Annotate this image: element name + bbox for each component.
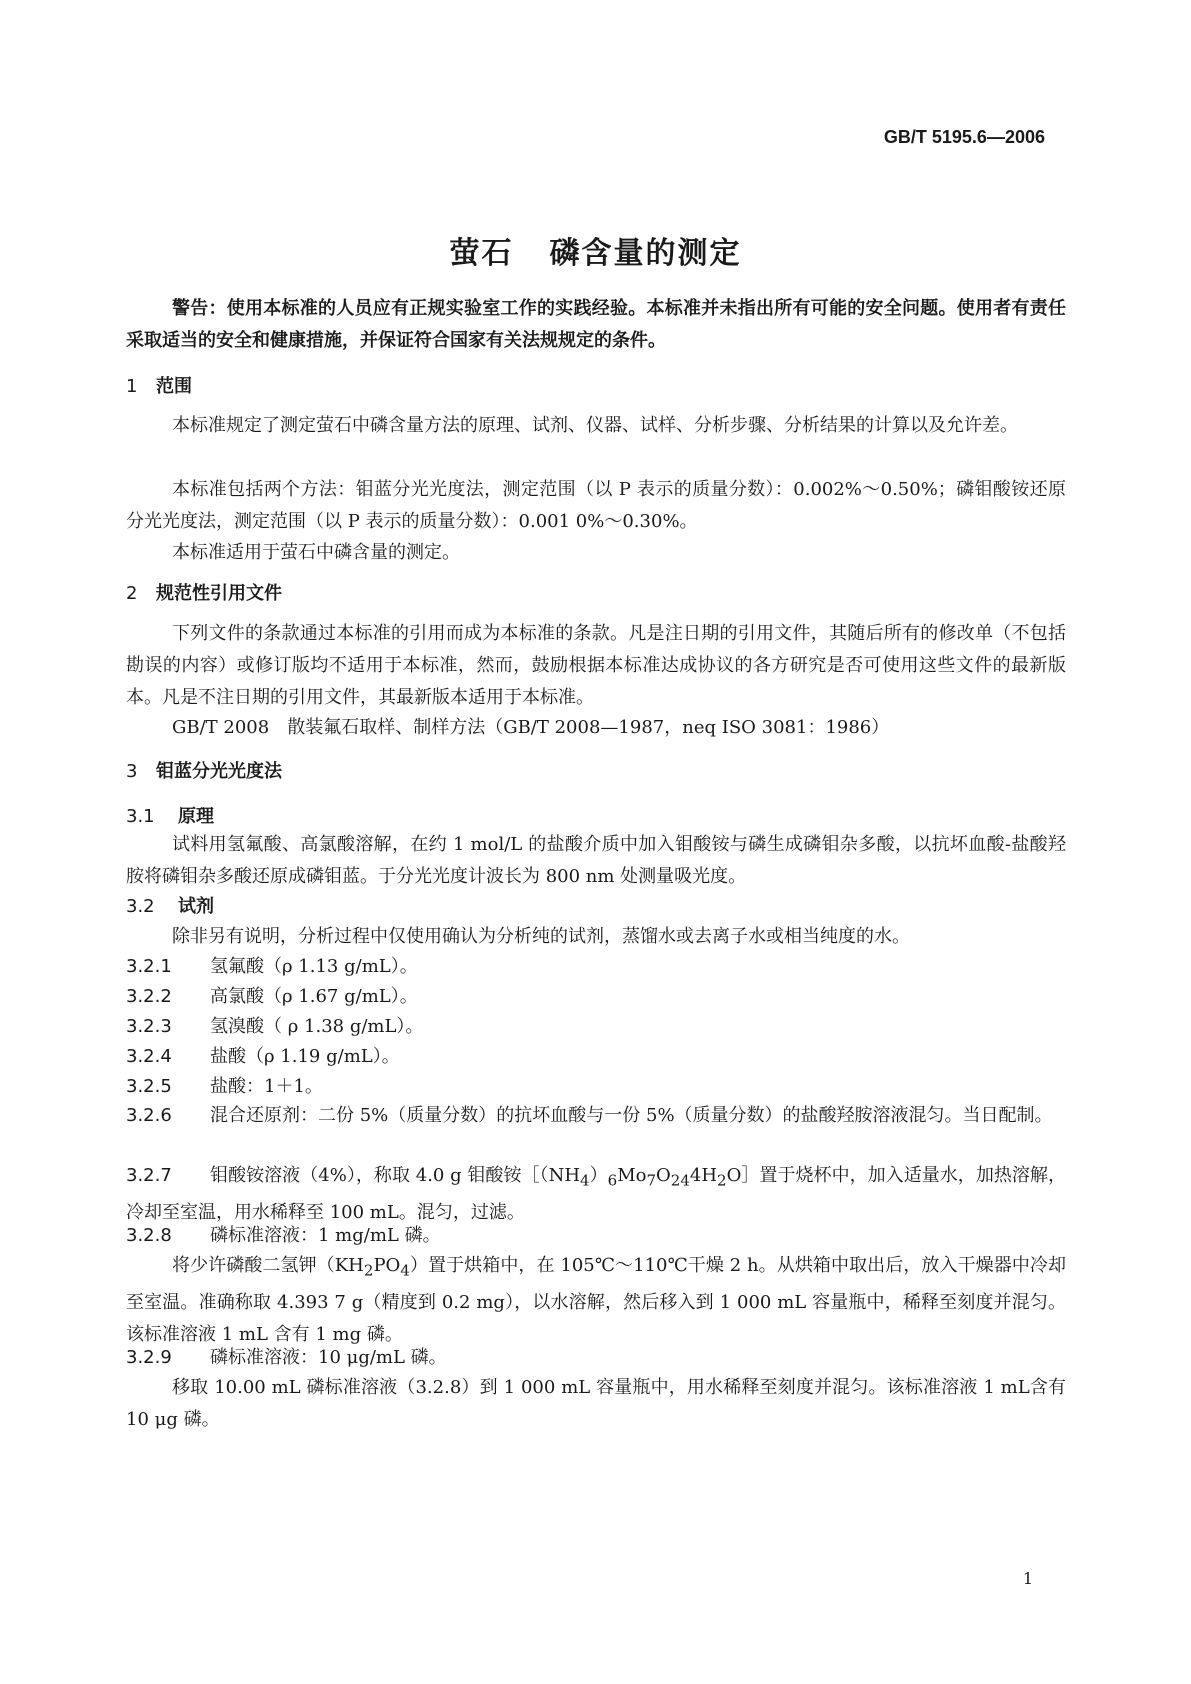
section-number: 3 — [126, 761, 138, 782]
list-item — [126, 1100, 1066, 1132]
item-text-f: O］置于烧杯中，加入适量水，加热溶解，冷却至室温，用水稀释至 100 mL。混匀，过滤。 — [126, 1165, 1066, 1223]
list-item — [126, 1220, 1066, 1252]
item-number: 3.2.9 — [126, 1347, 172, 1368]
paragraph: 本标准包括两个方法：钼蓝分光光度法，测定范围（以 P 表示的质量分数）：0.002%～0.50%；磷钼酸铵还原分光光度法，测定范围（以 P 表示的质量分数）：0.001 0%～0.30%。 — [126, 479, 1066, 532]
paragraph — [126, 1250, 1066, 1351]
item-text: 磷标准溶液：1 mg/mL 磷。 — [210, 1225, 441, 1246]
standard-code: GB/T 5195.6—2006 — [883, 127, 1045, 147]
subscript: 24 — [670, 1171, 690, 1190]
item-number: 3.2.1 — [126, 956, 172, 977]
subscript: 2 — [717, 1171, 727, 1190]
section-title: 范围 — [156, 376, 192, 397]
list-item — [126, 1071, 1066, 1103]
paragraph: 试料用氢氟酸、高氯酸溶解，在约 1 mol/L 的盐酸介质中加入钼酸铵与磷生成磷钼杂多酸，以抗坏血酸-盐酸羟胺将磷钼杂多酸还原成磷钼蓝。于分光光度计波长为 800 nm 处测量吸光度。 — [126, 834, 1066, 887]
reference-entry: GB/T 2008 散装氟石取样、制样方法（GB/T 2008—1987，neq ISO 3081：1986） — [172, 717, 890, 738]
paragraph: 本标准规定了测定萤石中磷含量方法的原理、试剂、仪器、试样、分析步骤、分析结果的计算以及允许差。 — [172, 415, 1018, 436]
item-text-a: 钼酸铵溶液（4%），称取 4.0 g 钼酸铵［（NH — [210, 1165, 581, 1186]
section-title: 规范性引用文件 — [156, 583, 282, 604]
item-text: 混合还原剂：二份 5%（质量分数）的抗坏血酸与一份 5%（质量分数）的盐酸羟胺溶液混匀。当日配制。 — [210, 1105, 1053, 1126]
subscript: 2 — [363, 1261, 374, 1280]
section-number: 1 — [126, 376, 138, 397]
list-item — [126, 1011, 1066, 1043]
item-text-d: O — [656, 1165, 671, 1186]
item-text: 盐酸：1＋1。 — [210, 1076, 323, 1097]
item-number: 3.2.8 — [126, 1225, 172, 1246]
text-run: ）置于烘箱中，在 105℃～110℃干燥 2 h。从烘箱中取出后，放入干燥器中冷却至室温。准确称取 4.393 7 g（精度到 0.2 mg），以水溶解，然后移入到 1 000 mL 容量瓶中，稀释至刻度并混匀。该标准溶液 1 mL 含有 1 mg 磷。 — [126, 1255, 1066, 1345]
item-text-e: 4H — [689, 1165, 718, 1186]
subsection-title: 试剂 — [178, 896, 214, 917]
section-3-heading — [126, 756, 282, 788]
subscript: 4 — [580, 1171, 590, 1190]
text-run: 将少许磷酸二氢钾（KH — [172, 1255, 364, 1276]
subscript: 6 — [607, 1171, 618, 1190]
paragraph: 本标准适用于萤石中磷含量的测定。 — [172, 542, 460, 563]
paragraph: 移取 10.00 mL 磷标准溶液（3.2.8）到 1 000 mL 容量瓶中，用水稀释至刻度并混匀。该标准溶液 1 mL含有 10 μg 磷。 — [126, 1377, 1066, 1430]
item-text: 氢溴酸（ ρ 1.38 g/mL）。 — [210, 1016, 424, 1037]
text-run: PO — [373, 1255, 401, 1276]
item-text: 氢氟酸（ρ 1.13 g/mL）。 — [210, 956, 418, 977]
list-item — [126, 1342, 1066, 1374]
item-text: 磷标准溶液：10 μg/mL 磷。 — [210, 1347, 447, 1368]
subsection-3-2-heading — [126, 891, 214, 923]
item-text-b: ） — [589, 1165, 608, 1186]
subsection-number: 3.2 — [126, 896, 155, 917]
section-title: 钼蓝分光光度法 — [156, 761, 282, 782]
page-number: 1 — [1022, 1569, 1033, 1588]
title-part-1: 萤石 — [449, 236, 514, 271]
section-number: 2 — [126, 583, 138, 604]
subscript: 4 — [400, 1261, 410, 1280]
list-item — [126, 951, 1066, 983]
item-number: 3.2.6 — [126, 1105, 172, 1126]
item-text: 盐酸（ρ 1.19 g/mL）。 — [210, 1046, 400, 1067]
paragraph: 除非另有说明，分析过程中仅使用确认为分析纯的试剂，蒸馏水或去离子水或相当纯度的水。 — [172, 926, 910, 947]
item-number: 3.2.7 — [126, 1165, 172, 1186]
item-number: 3.2.3 — [126, 1016, 172, 1037]
section-2-heading — [126, 578, 282, 610]
paragraph: 下列文件的条款通过本标准的引用而成为本标准的条款。凡是注日期的引用文件，其随后所有的修改单（不包括勘误的内容）或修订版均不适用于本标准，然而，鼓励根据本标准达成协议的各方研究是否可使用这些文件的最新版本。凡是不注日期的引用文件，其最新版本适用于本标准。 — [126, 623, 1066, 708]
item-number: 3.2.2 — [126, 986, 172, 1007]
list-item — [126, 1160, 1066, 1229]
document-title — [0, 228, 1191, 272]
item-number: 3.2.5 — [126, 1076, 172, 1097]
list-item — [126, 1041, 1066, 1073]
item-text: 高氯酸（ρ 1.67 g/mL）。 — [210, 986, 418, 1007]
title-part-2: 磷含量的测定 — [549, 236, 742, 271]
list-item — [126, 981, 1066, 1013]
subscript: 7 — [646, 1171, 657, 1190]
warning-paragraph: 警告：使用本标准的人员应有正规实验室工作的实践经验。本标准并未指出所有可能的安全问题。使用者有责任采取适当的安全和健康措施，并保证符合国家有关法规规定的条件。 — [126, 298, 1066, 351]
item-number: 3.2.4 — [126, 1046, 172, 1067]
item-text-c: Mo — [617, 1165, 647, 1186]
section-1-heading — [126, 371, 192, 403]
subsection-number: 3.1 — [126, 806, 155, 827]
subsection-title: 原理 — [178, 806, 214, 827]
